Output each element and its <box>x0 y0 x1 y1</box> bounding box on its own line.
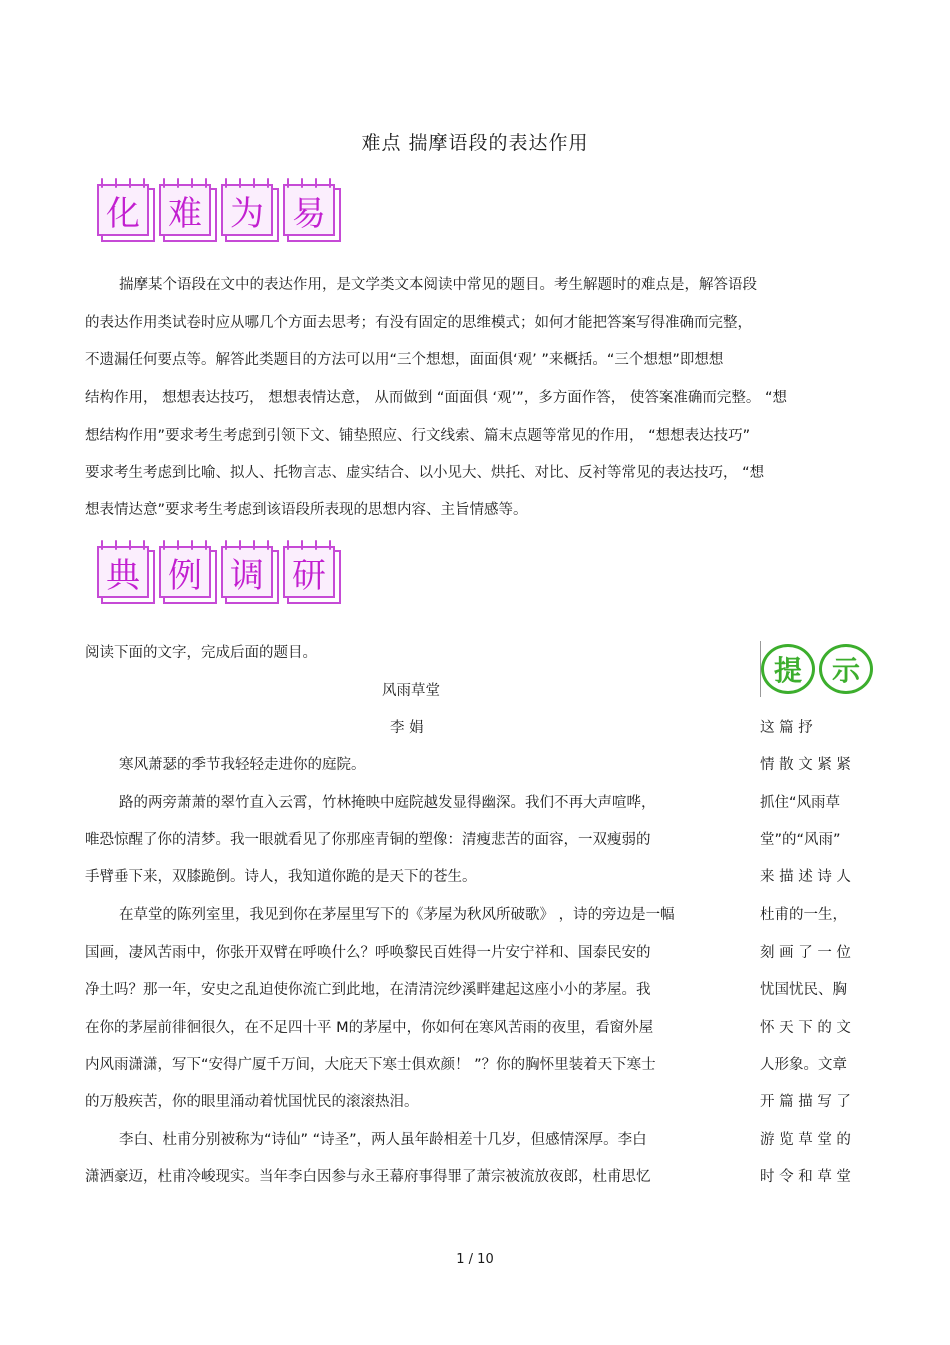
side-note-line: 堂”的“风雨” <box>760 832 841 848</box>
intro-line: 不遗漏任何要点等。解答此类题目的方法可以用“三个想想，面面俱‘观’ ”来概括。“三个想想”即想想 <box>85 352 724 368</box>
intro-line: 要求考生考虑到比喻、拟人、托物言志、虚实结合、以小见大、烘托、对比、反衬等常见的表达技巧， “想 <box>85 465 765 481</box>
banner-char: 化 <box>97 184 149 236</box>
essay-line: 唯恐惊醒了你的清梦。我一眼就看见了你那座青铜的塑像：清瘦悲苦的面容，一双瘦弱的 <box>85 832 651 848</box>
side-note-line: 游 览 草 堂 的 <box>760 1132 851 1148</box>
banner-dian-li-diao-yan <box>97 546 337 601</box>
essay-author: 李 娟 <box>390 720 424 736</box>
banner-char: 难 <box>159 184 211 236</box>
banner-tile <box>283 546 337 601</box>
banner-tile <box>221 184 275 239</box>
essay-line: 李白、杜甫分别被称为“诗仙” “诗圣”，两人虽年龄相差十几岁，但感情深厚。李白 <box>119 1132 647 1148</box>
banner-char: 例 <box>159 546 211 598</box>
side-note-line: 这 篇 抒 <box>760 720 813 736</box>
essay-line: 手臂垂下来，双膝跪倒。诗人，我知道你跪的是天下的苍生。 <box>85 869 477 885</box>
essay-line: 在草堂的陈列室里，我见到你在茅屋里写下的《茅屋为秋风所破歌》 ，诗的旁边是一幅 <box>119 907 675 923</box>
side-note-line: 开 篇 描 写 了 <box>760 1094 851 1110</box>
banner-char: 研 <box>283 546 335 598</box>
banner-hua-nan-wei-yi <box>97 184 337 239</box>
side-note-line: 来 描 述 诗 人 <box>760 869 851 885</box>
essay-line: 的万般疾苦，你的眼里涌动着忧国忧民的滚滚热泪。 <box>85 1094 419 1110</box>
side-note-line: 时 令 和 草 堂 <box>760 1169 851 1185</box>
intro-line: 结构作用， 想想表达技巧， 想想表情达意， 从而做到 “面面俱 ‘观’”，多方面作答， 使答案准确而完整。 “想 <box>85 390 788 406</box>
side-note-line: 人形象。文章 <box>760 1057 847 1073</box>
banner-tile <box>283 184 337 239</box>
essay-line: 在你的茅屋前徘徊很久，在不足四十平 M的茅屋中，你如何在寒风苦雨的夜里，看窗外屋 <box>85 1020 654 1036</box>
page-title: 难点 揣摩语段的表达作用 <box>361 132 589 154</box>
banner-tile <box>159 184 213 239</box>
side-note-line: 杜甫的一生， <box>760 907 847 923</box>
intro-line: 想表情达意”要求考生考虑到该语段所表现的思想内容、主旨情感等。 <box>85 502 528 518</box>
instruction-text: 阅读下面的文字，完成后面的题目。 <box>85 645 317 661</box>
essay-line: 内风雨潇潇，写下“安得广厦千万间，大庇天下寒士俱欢颜！ ”？你的胸怀里装着天下寒士 <box>85 1057 656 1073</box>
intro-line: 揣摩某个语段在文中的表达作用，是文学类文本阅读中常见的题目。考生解题时的难点是，解答语段 <box>119 277 757 293</box>
tip-char: 提 <box>761 644 815 694</box>
side-note-line: 抓住“风雨草 <box>760 795 841 811</box>
essay-line: 路的两旁萧萧的翠竹直入云霄，竹林掩映中庭院越发显得幽深。我们不再大声喧哗， <box>119 795 656 811</box>
banner-char: 易 <box>283 184 335 236</box>
banner-tile <box>159 546 213 601</box>
side-note-line: 忧国忧民、胸 <box>760 982 847 998</box>
essay-line: 净土吗？那一年，安史之乱迫使你流亡到此地，在清清浣纱溪畔建起这座小小的茅屋。我 <box>85 982 651 998</box>
banner-tile <box>97 546 151 601</box>
essay-line: 潇洒豪迈，杜甫冷峻现实。当年李白因参与永王幕府事得罪了萧宗被流放夜郎，杜甫思忆 <box>85 1169 651 1185</box>
banner-char: 为 <box>221 184 273 236</box>
tip-char: 示 <box>819 644 873 694</box>
essay-line: 寒风萧瑟的季节我轻轻走进你的庭院。 <box>119 757 366 773</box>
essay-line: 国画，凄风苦雨中，你张开双臂在呼唤什么？呼唤黎民百姓得一片安宁祥和、国泰民安的 <box>85 945 651 961</box>
intro-line: 想结构作用”要求考生考虑到引领下文、铺垫照应、行文线索、篇末点题等常见的作用， “想想表达技巧” <box>85 428 751 444</box>
intro-line: 的表达作用类试卷时应从哪几个方面去思考；有没有固定的思维模式；如何才能把答案写得准确而完整， <box>85 315 752 331</box>
tip-badge <box>760 641 873 697</box>
banner-char: 调 <box>221 546 273 598</box>
side-note-line: 情 散 文 紧 紧 <box>760 757 851 773</box>
essay-title: 风雨草堂 <box>382 683 440 699</box>
side-note-line: 刻 画 了 一 位 <box>760 945 851 961</box>
banner-char: 典 <box>97 546 149 598</box>
side-note-line: 怀 天 下 的 文 <box>760 1020 851 1036</box>
banner-tile <box>97 184 151 239</box>
banner-tile <box>221 546 275 601</box>
page-number: 1 / 10 <box>456 1252 494 1267</box>
